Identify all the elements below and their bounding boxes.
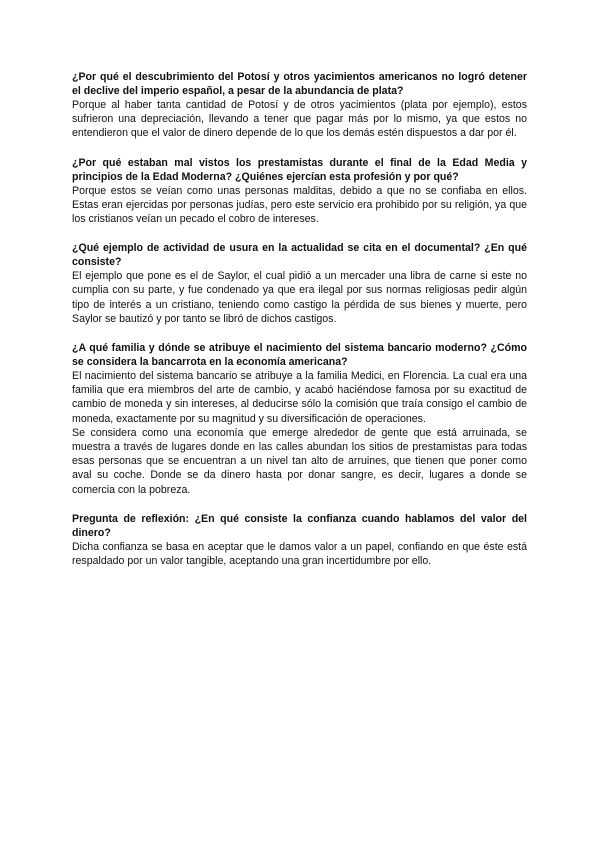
answer-paragraph: Porque estos se veían como unas personas malditas, debido a que no se confiaba en ellos. Estas eran ejercidas por personas judías, pero este servicio era prohibido por su religión, ya que los cristianos veían un pecado el cobro de intereses. bbox=[72, 184, 527, 226]
question-heading: Pregunta de reflexión: ¿En qué consiste la confianza cuando hablamos del valor del dinero? bbox=[72, 512, 527, 539]
question-heading: ¿Qué ejemplo de actividad de usura en la actualidad se cita en el documental? ¿En qué consiste? bbox=[72, 242, 527, 269]
question-heading: ¿Por qué el descubrimiento del Potosí y otros yacimientos americanos no logró detener el declive del imperio español, a pesar de la abundancia de plata? bbox=[72, 71, 527, 97]
question-heading: ¿A qué familia y dónde se atribuye el nacimiento del sistema bancario moderno? ¿Cómo se considera la bancarrota en la economía americana? bbox=[72, 342, 527, 369]
answer-paragraph: Dicha confianza se basa en aceptar que le damos valor a un papel, confiando en que éste está respaldado por un valor tangible, aceptando una gran incertidumbre por ello. bbox=[72, 540, 527, 568]
qa-section-reflexion bbox=[72, 512, 527, 568]
answer-paragraph: El nacimiento del sistema bancario se atribuye a la familia Medici, en Florencia. La cual era una familia que era miembros del arte de cambio, y acabó haciéndose famosa por su exactitud de cambio de moneda y sin intereses, al deducirse sólo la comisión que traía consigo el cambio de moneda, exactamente por su magnitud y su diversificación de operaciones. bbox=[72, 370, 527, 425]
answer-paragraph: Se considera como una economía que emerge alrededor de gente que está arruinada, se muestra a través de lugares donde en las calles abundan los sitios de prestamistas para todas esas personas que se encuentran a un nivel tan alto de arruines, que tienen que poner como aval su coche. Donde se da dinero hasta por donar sangre, es decir, lugares a donde se comercia con la pobreza. bbox=[72, 426, 527, 496]
qa-section-sistema-bancario bbox=[72, 341, 527, 497]
document-page bbox=[72, 70, 527, 583]
question-heading: ¿Por qué estaban mal vistos los prestamistas durante el final de la Edad Media y principios de la Edad Moderna? ¿Quiénes ejercían esta profesión y por qué? bbox=[72, 156, 527, 183]
answer-paragraph: Porque al haber tanta cantidad de Potosí y de otros yacimientos (plata por ejemplo), estos sufrieron una depreciación, llevando a tener que pagar más por lo mismo, ya que estos no entendieron que el valor de dinero depende de lo que los demás estén dispuestos a dar por él. bbox=[72, 99, 527, 140]
qa-section-prestamistas bbox=[72, 156, 527, 227]
qa-section-usura bbox=[72, 241, 527, 326]
qa-section-potosi bbox=[72, 70, 527, 141]
answer-paragraph: El ejemplo que pone es el de Saylor, el cual pidió a un mercader una libra de carne si este no cumplia con su parte, y fue condenado ya que era ilegal por sus normas religiosas pedir algún tipo de interés a un cristiano, teniendo como castigo la pérdida de sus bienes y muerte, pero Saylor se bautizó y por tanto se libró de dichos castigos. bbox=[72, 270, 527, 325]
